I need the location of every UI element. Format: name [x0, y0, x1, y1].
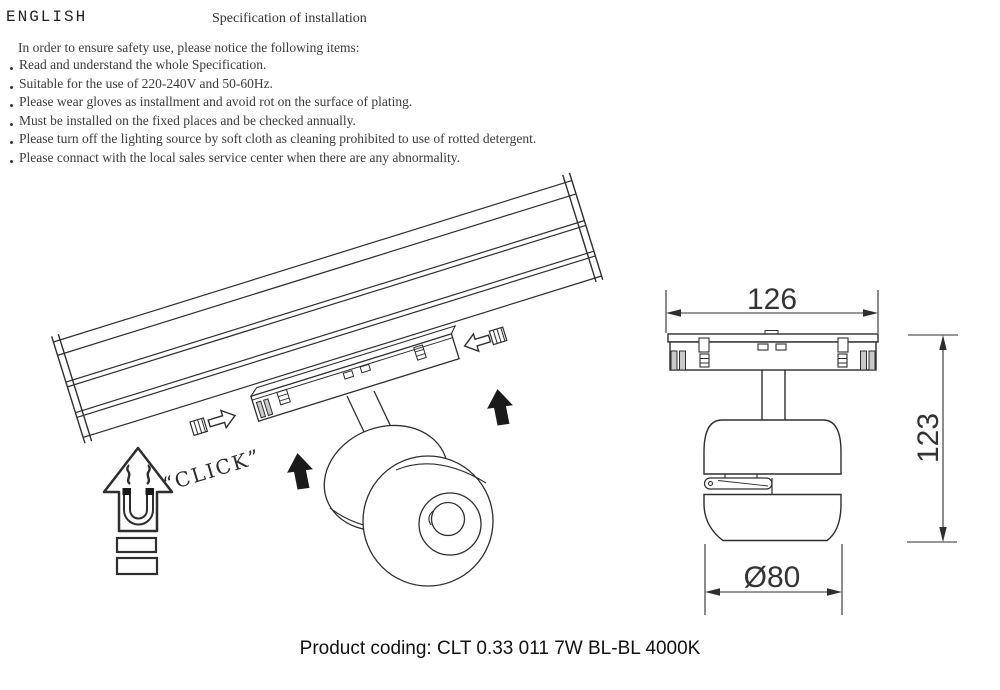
- track-rail-drawing: [51, 173, 603, 443]
- slide-direction-arrow-icon: [189, 407, 237, 437]
- height-dimension-label: 123: [912, 412, 945, 464]
- width-dimension: [666, 283, 878, 333]
- safety-item: Please turn off the lighting source by soft cloth as cleaning prohibited to use of rotted detergent.: [8, 130, 728, 149]
- safety-item: Read and understand the whole Specification.: [8, 56, 728, 75]
- safety-list: [8, 56, 728, 168]
- click-label: “CLICK”: [160, 444, 264, 497]
- safety-item: Please wear gloves as installment and avoid rot on the surface of plating.: [8, 93, 728, 112]
- track-adapter-3d: [249, 326, 465, 421]
- magnet-attach-arrow-icon: [104, 448, 172, 574]
- language-label: ENGLISH: [6, 8, 88, 26]
- safety-item: Must be installed on the fixed places and be checked annually.: [8, 112, 728, 131]
- click-up-arrow-icon: [285, 451, 316, 490]
- slide-direction-arrow-icon: [462, 325, 507, 354]
- diameter-dimension-label: Ø80: [743, 561, 801, 594]
- height-dimension: [907, 335, 958, 542]
- safety-item: Please connact with the local sales service center when there are any abnormality.: [8, 149, 728, 168]
- width-dimension-label: 126: [746, 283, 798, 316]
- click-up-arrow-icon: [485, 387, 516, 426]
- dimension-view: [668, 331, 878, 541]
- safety-intro: In order to ensure safety use, please notice the following items:: [18, 40, 360, 55]
- product-coding: Product coding: CLT 0.33 011 7W BL-BL 4000K: [299, 638, 701, 659]
- installation-drawings: [0, 170, 1000, 632]
- diameter-dimension: [705, 544, 842, 615]
- page-title: Specification of installation: [212, 11, 367, 26]
- spotlight-head-3d: [309, 391, 493, 586]
- safety-item: Suitable for the use of 220-240V and 50-60Hz.: [8, 75, 728, 94]
